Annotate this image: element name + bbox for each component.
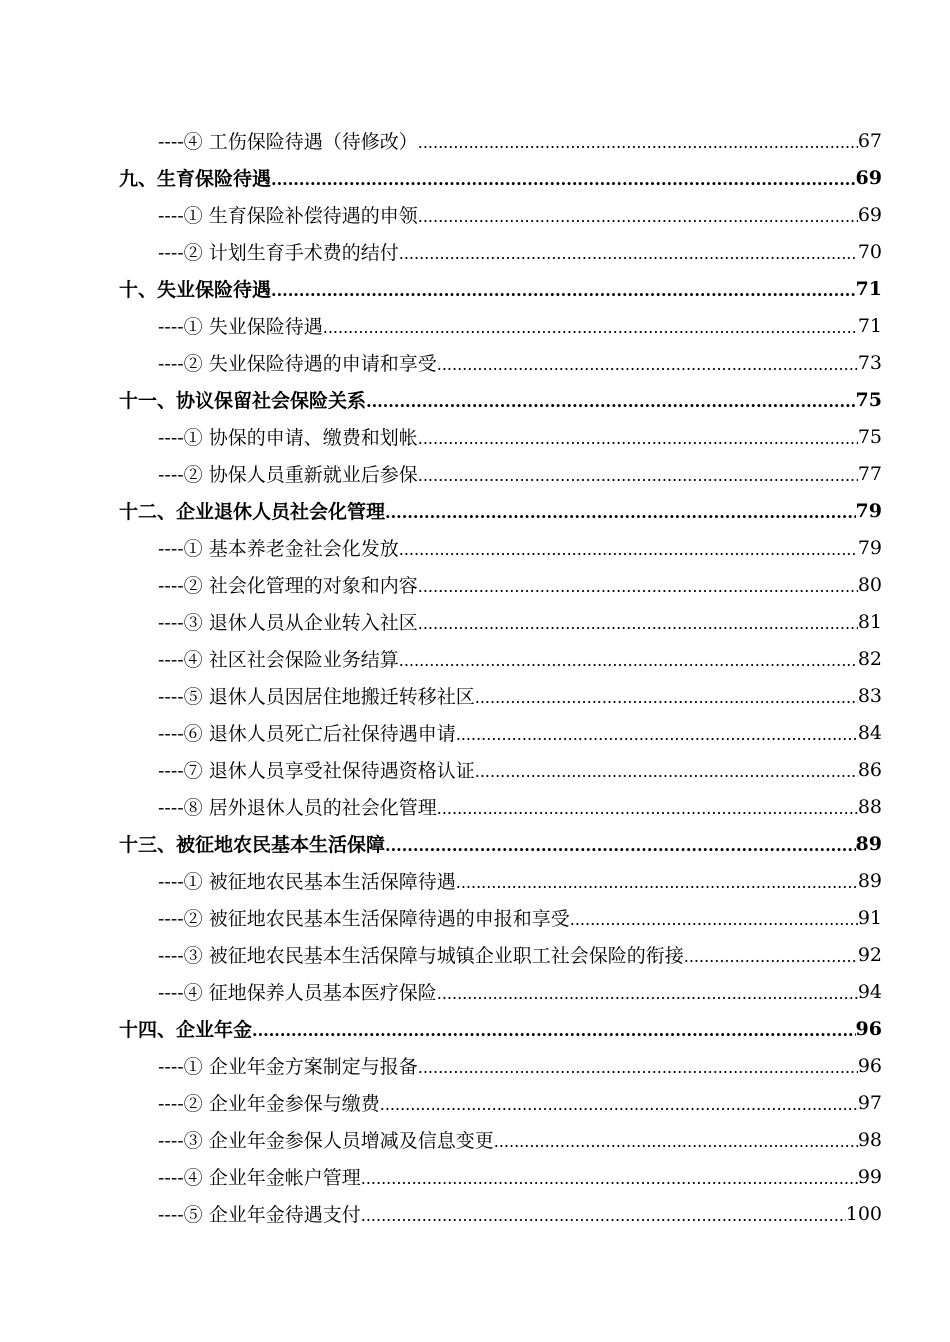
- toc-page-number: 69: [857, 203, 882, 226]
- toc-dot-leader: [418, 426, 858, 448]
- toc-section-entry[interactable]: [158, 1047, 882, 1084]
- toc-page-number: 99: [857, 1165, 882, 1188]
- toc-entry-title: ----② 社会化管理的对象和内容: [158, 575, 418, 597]
- toc-dot-leader: [399, 537, 858, 559]
- toc-section-entry[interactable]: [158, 566, 882, 603]
- toc-entry-title: ----⑤ 企业年金待遇支付: [158, 1204, 361, 1226]
- toc-page-number: 77: [857, 462, 882, 485]
- toc-chapter-entry[interactable]: [119, 159, 882, 196]
- toc-dot-leader: [475, 685, 858, 707]
- toc-dot-leader: [361, 1203, 846, 1225]
- toc-entry-title: ----① 协保的申请、缴费和划帐: [158, 427, 418, 449]
- toc-entry-title: ----④ 企业年金帐户管理: [158, 1167, 361, 1189]
- toc-chapter-entry[interactable]: [119, 492, 882, 529]
- toc-section-entry[interactable]: [158, 307, 882, 344]
- toc-page-number: 96: [857, 1054, 882, 1077]
- toc-page-number: 71: [855, 277, 882, 300]
- toc-dot-leader: [252, 1018, 856, 1040]
- toc-page-number: 89: [855, 832, 882, 855]
- toc-page-number: 75: [855, 388, 882, 411]
- toc-dot-leader: [418, 574, 858, 596]
- toc-section-entry[interactable]: [158, 751, 882, 788]
- toc-page-number: 91: [857, 906, 882, 929]
- toc-dot-leader: [570, 907, 858, 929]
- toc-entry-title: ----② 被征地农民基本生活保障待遇的申报和享受: [158, 908, 570, 930]
- toc-chapter-entry[interactable]: [119, 1010, 882, 1047]
- toc-page-number: 86: [857, 758, 882, 781]
- toc-page-number: 98: [857, 1128, 882, 1151]
- toc-section-entry[interactable]: [158, 640, 882, 677]
- toc-section-entry[interactable]: [158, 122, 882, 159]
- toc-page-number: 89: [857, 869, 882, 892]
- toc-entry-title: ----⑤ 退休人员因居住地搬迁转移社区: [158, 686, 475, 708]
- toc-section-entry[interactable]: [158, 233, 882, 270]
- toc-section-entry[interactable]: [158, 899, 882, 936]
- toc-dot-leader: [380, 1092, 858, 1114]
- toc-page-number: 94: [857, 980, 882, 1003]
- toc-entry-title: ----① 生育保险补偿待遇的申领: [158, 205, 418, 227]
- toc-section-entry[interactable]: [158, 344, 882, 381]
- toc-section-entry[interactable]: [158, 936, 882, 973]
- toc-section-entry[interactable]: [158, 529, 882, 566]
- toc-page-number: 100: [845, 1202, 882, 1225]
- toc-page-number: 67: [857, 129, 882, 152]
- toc-dot-leader: [418, 130, 858, 152]
- toc-entry-title: ----② 企业年金参保与缴费: [158, 1093, 380, 1115]
- toc-entry-title: ----① 失业保险待遇: [158, 316, 323, 338]
- toc-dot-leader: [475, 759, 858, 781]
- toc-entry-title: ----④ 工伤保险待遇（待修改）: [158, 131, 418, 153]
- toc-entry-title: ----③ 被征地农民基本生活保障与城镇企业职工社会保险的衔接: [158, 945, 684, 967]
- toc-dot-leader: [385, 500, 856, 522]
- toc-section-entry[interactable]: [158, 1084, 882, 1121]
- toc-dot-leader: [437, 796, 858, 818]
- toc-entry-title: ----② 协保人员重新就业后参保: [158, 464, 418, 486]
- toc-dot-leader: [456, 870, 858, 892]
- toc-page-number: 73: [857, 351, 882, 374]
- toc-page-number: 79: [857, 536, 882, 559]
- toc-page-number: 83: [857, 684, 882, 707]
- toc-page-number: 96: [855, 1017, 882, 1040]
- toc-chapter-entry[interactable]: [119, 270, 882, 307]
- toc-page-number: 88: [857, 795, 882, 818]
- toc-entry-title: ----② 失业保险待遇的申请和享受: [158, 353, 437, 375]
- toc-page-number: 92: [857, 943, 882, 966]
- toc-page-number: 79: [855, 499, 882, 522]
- toc-dot-leader: [361, 1166, 858, 1188]
- toc-entry-title: ----④ 征地保养人员基本医疗保险: [158, 982, 437, 1004]
- toc-entry-title: ----③ 企业年金参保人员增减及信息变更: [158, 1130, 494, 1152]
- toc-page-number: 82: [857, 647, 882, 670]
- toc-section-entry[interactable]: [158, 862, 882, 899]
- toc-entry-title: ----⑥ 退休人员死亡后社保待遇申请: [158, 723, 456, 745]
- toc-dot-leader: [418, 204, 858, 226]
- toc-entry-title: ----⑦ 退休人员享受社保待遇资格认证: [158, 760, 475, 782]
- toc-page-number: 81: [857, 610, 882, 633]
- toc-dot-leader: [271, 278, 856, 300]
- toc-entry-title: ----⑧ 居外退休人员的社会化管理: [158, 797, 437, 819]
- toc-entry-title: 十二、企业退休人员社会化管理: [119, 501, 386, 523]
- toc-entry-title: ----① 被征地农民基本生活保障待遇: [158, 871, 456, 893]
- toc-section-entry[interactable]: [158, 455, 882, 492]
- toc-section-entry[interactable]: [158, 714, 882, 751]
- toc-dot-leader: [418, 463, 858, 485]
- toc-entry-title: 十、失业保险待遇: [119, 279, 272, 301]
- toc-dot-leader: [418, 1055, 858, 1077]
- toc-page-number: 71: [857, 314, 882, 337]
- toc-dot-leader: [494, 1129, 858, 1151]
- toc-page-number: 70: [857, 240, 882, 263]
- toc-dot-leader: [456, 722, 858, 744]
- toc-section-entry[interactable]: [158, 788, 882, 825]
- toc-entry-title: ----① 企业年金方案制定与报备: [158, 1056, 418, 1078]
- toc-entry-title: ----② 计划生育手术费的结付: [158, 242, 399, 264]
- toc-section-entry[interactable]: [158, 1195, 882, 1232]
- toc-section-entry[interactable]: [158, 677, 882, 714]
- toc-entry-title: 九、生育保险待遇: [119, 168, 272, 190]
- toc-section-entry[interactable]: [158, 196, 882, 233]
- toc-section-entry[interactable]: [158, 1158, 882, 1195]
- toc-dot-leader: [684, 944, 858, 966]
- toc-entry-title: ----④ 社区社会保险业务结算: [158, 649, 399, 671]
- toc-section-entry[interactable]: [158, 1121, 882, 1158]
- toc-dot-leader: [385, 833, 856, 855]
- toc-chapter-entry[interactable]: [119, 381, 882, 418]
- toc-page-number: 97: [857, 1091, 882, 1114]
- toc-entry-title: ----③ 退休人员从企业转入社区: [158, 612, 418, 634]
- toc-dot-leader: [437, 981, 858, 1003]
- toc-entry-title: ----① 基本养老金社会化发放: [158, 538, 399, 560]
- toc-section-entry[interactable]: [158, 603, 882, 640]
- toc-page-number: 75: [857, 425, 882, 448]
- toc-entry-title: 十三、被征地农民基本生活保障: [119, 834, 386, 856]
- toc-section-entry[interactable]: [158, 418, 882, 455]
- toc-page-number: 69: [855, 166, 882, 189]
- toc-page-number: 84: [857, 721, 882, 744]
- table-of-contents: [0, 122, 950, 1232]
- toc-dot-leader: [437, 352, 858, 374]
- toc-dot-leader: [399, 241, 858, 263]
- toc-entry-title: 十四、企业年金: [119, 1019, 253, 1041]
- toc-dot-leader: [418, 611, 858, 633]
- toc-section-entry[interactable]: [158, 973, 882, 1010]
- toc-dot-leader: [366, 389, 856, 411]
- toc-dot-leader: [271, 167, 856, 189]
- toc-dot-leader: [399, 648, 858, 670]
- toc-page-number: 80: [857, 573, 882, 596]
- toc-chapter-entry[interactable]: [119, 825, 882, 862]
- toc-dot-leader: [323, 315, 858, 337]
- toc-entry-title: 十一、协议保留社会保险关系: [119, 390, 367, 412]
